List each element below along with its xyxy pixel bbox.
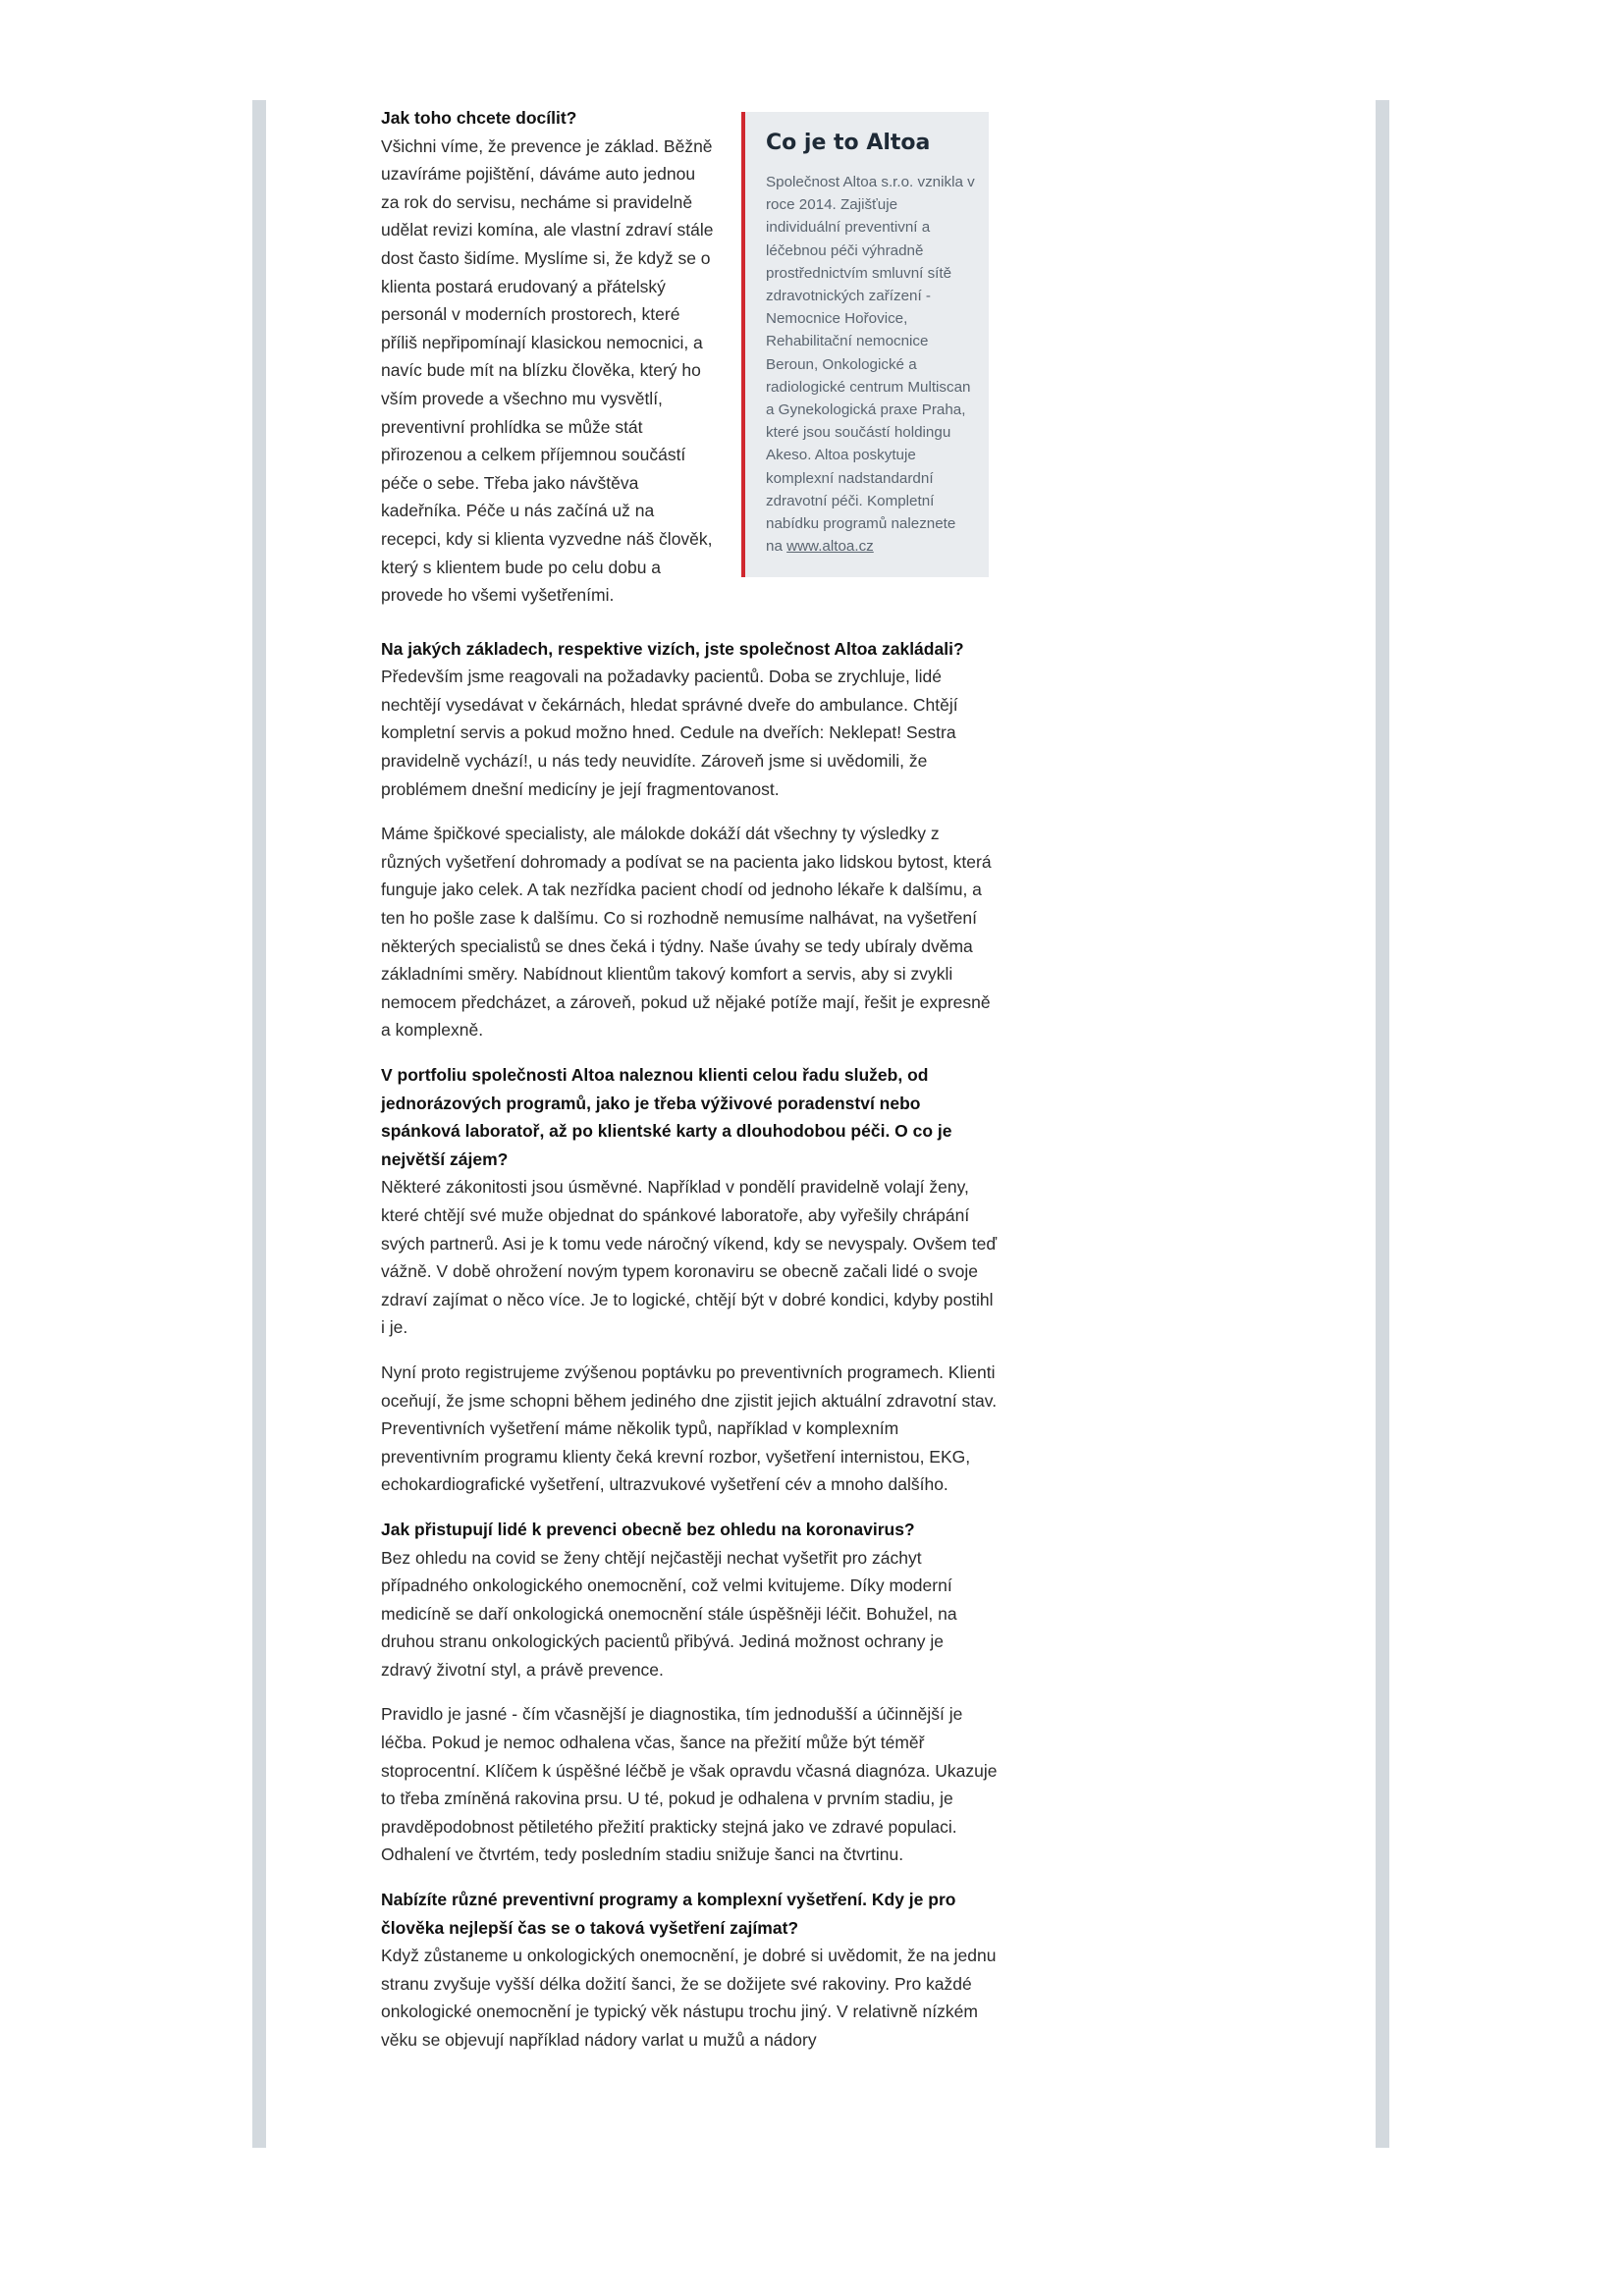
sidebox-body: Společnost Altoa s.r.o. vznikla v roce 2014. Zajišťuje individuální preventivní a léčebnou péči výhradně prostřednictvím smluvní sítě zdravotnických zařízení - Nemocnice Hořovice, Rehabilitační nemocnice Beroun, Onkologické a radiologické centrum Multiscan a Gynekologická praxe Praha, které jsou součástí holdingu Akeso. Altoa poskytuje komplexní nadstandardní zdravotní péči. Kompletní nabídku programů naleznete na xyxy=(766,174,975,556)
answer: Když zůstaneme u onkologických onemocnění, je dobré si uvědomit, že na jednu stranu zvyšuje vyšší délka dožití šanci, že se dožijete své rakoviny. Pro každé onkologické onemocnění je typický věk nástupu trochu jiný. V relativně nízkém věku se objevují například nádory varlat u mužů a nádory xyxy=(381,1946,997,2050)
answer: Všichni víme, že prevence je základ. Běžně uzavíráme pojištění, dáváme auto jednou za rok do servisu, necháme si pravidelně udělat revizi komína, ale vlastní zdraví stále dost často šidíme. Myslíme si, že když se o klienta postará erudovaný a přátelský personál v moderních prostorech, které příliš nepřipomínají klasickou nemocnici, a navíc bude mít na blízku člověka, který ho vším provede a všechno mu vysvětlí, preventivní prohlídka se může stát přirozenou a celkem příjemnou součástí péče o sebe. Třeba jako návštěva kadeřníka. Péče u nás začíná už na recepci, kdy si klienta vyzvedne náš člověk, který s klientem bude po celu dobu a provede ho všemi vyšetřeními. xyxy=(381,135,714,606)
answer: Bez ohledu na covid se ženy chtějí nejčastěji nechat vyšetřit pro záchyt případného onkologického onemocnění, což velmi kvitujeme. Díky moderní medicíně se daří onkologická onemocnění stále úspěšněji léčit. Bohužel, na druhou stranu onkologických pacientů přibývá. Jediná možnost ochrany je zdravý životní styl, a právě prevence. xyxy=(381,1547,957,1680)
question: Jak přistupují lidé k prevenci obecně bez ohledu na koronavirus? xyxy=(381,1519,915,1539)
section-3 xyxy=(381,1061,998,1499)
answer: Především jsme reagovali na požadavky pacientů. Doba se zrychluje, lidé nechtějí vysedávat v čekárnách, hledat správné dveře do ambulance. Chtějí kompletní servis a pokud možno hned. Cedule na dveřích: Neklepat! Sestra pravidelně vychází!, u nás tedy neuvidíte. Zároveň jsme si uvědomili, že problémem dnešní medicíny je její fragmentovanost. xyxy=(381,667,958,799)
answer: Pravidlo je jasné - čím včasnější je diagnostika, tím jednodušší a účinnější je léčba. Pokud je nemoc odhalena včas, šance na přežití může být téměř stoprocentní. Klíčem k úspěšné léčbě je však opravdu včasná diagnóza. Ukazuje to třeba zmíněná rakovina prsu. U té, pokud je odhalena v prvním stadiu, je pravděpodobnost pětiletého přežití prakticky stejná jako ve zdravé populaci. Odhalení ve čtvrtém, tedy posledním stadiu snižuje šanci na čtvrtinu. xyxy=(381,1704,998,1865)
sidebox-title: Co je to Altoa xyxy=(766,131,931,155)
answer: Máme špičkové specialisty, ale málokde dokáží dát všechny ty výsledky z různých vyšetření dohromady a podívat se na pacienta jako lidskou bytost, která funguje jako celek. A tak nezřídka pacient chodí od jednoho lékaře k dalšímu, a ten ho pošle zase k dalšímu. Co si rozhodně nemusíme nalhávat, na vyšetření některých specialistů se dnes čeká i týdny. Naše úvahy se tedy ubíraly dvěma základními směry. Nabídnout klientům takový komfort a servis, aby si zvykli nemocem předcházet, a zároveň, pokud už nějaké potíže mají, řešit je expresně a komplexně. xyxy=(381,824,992,1041)
section-1 xyxy=(381,104,715,610)
section-5 xyxy=(381,1886,998,2055)
info-sidebox xyxy=(741,112,989,577)
question: Nabízíte různé preventivní programy a komplexní vyšetření. Kdy je pro člověka nejlepší čas se o taková vyšetření zajímat? xyxy=(381,1890,956,1938)
section-2 xyxy=(381,635,998,1044)
left-page-border xyxy=(252,100,266,2148)
question: V portfoliu společnosti Altoa naleznou klienti celou řadu služeb, od jednorázových programů, jako je třeba výživové poradenství nebo spánková laboratoř, až po klientské karty a dlouhodobou péči. O co je největší zájem? xyxy=(381,1065,952,1169)
sidebox-text xyxy=(766,171,975,558)
question: Jak toho chcete docílit? xyxy=(381,108,577,128)
answer: Některé zákonitosti jsou úsměvné. Například v pondělí pravidelně volají ženy, které chtějí své muže objednat do spánkové laboratoře, aby vyřešily chrápání svých partnerů. Asi je k tomu vede náročný víkend, kdy se nevyspaly. Ovšem teď vážně. V době ohrožení novým typem koronaviru se obecně začali lidé o svoje zdraví zajímat o něco více. Je to logické, chtějí být v dobré kondici, kdyby postihl i je. xyxy=(381,1177,998,1338)
intro-block xyxy=(381,104,998,610)
article-column xyxy=(381,104,998,2055)
answer: Nyní proto registrujeme zvýšenou poptávku po preventivních programech. Klienti oceňují, že jsme schopni během jediného dne zjistit jejich aktuální zdravotní stav. Preventivních vyšetření máme několik typů, například v komplexním preventivním programu klienty čeká krevní rozbor, vyšetření internistou, EKG, echokardiografické vyšetření, ultrazvukové vyšetření cév a mnoho dalšího. xyxy=(381,1362,998,1495)
altoa-website-link[interactable]: www.altoa.cz xyxy=(786,538,874,556)
section-4 xyxy=(381,1516,998,1869)
question: Na jakých základech, respektive vizích, jste společnost Altoa zakládali? xyxy=(381,638,964,659)
right-page-border xyxy=(1376,100,1389,2148)
